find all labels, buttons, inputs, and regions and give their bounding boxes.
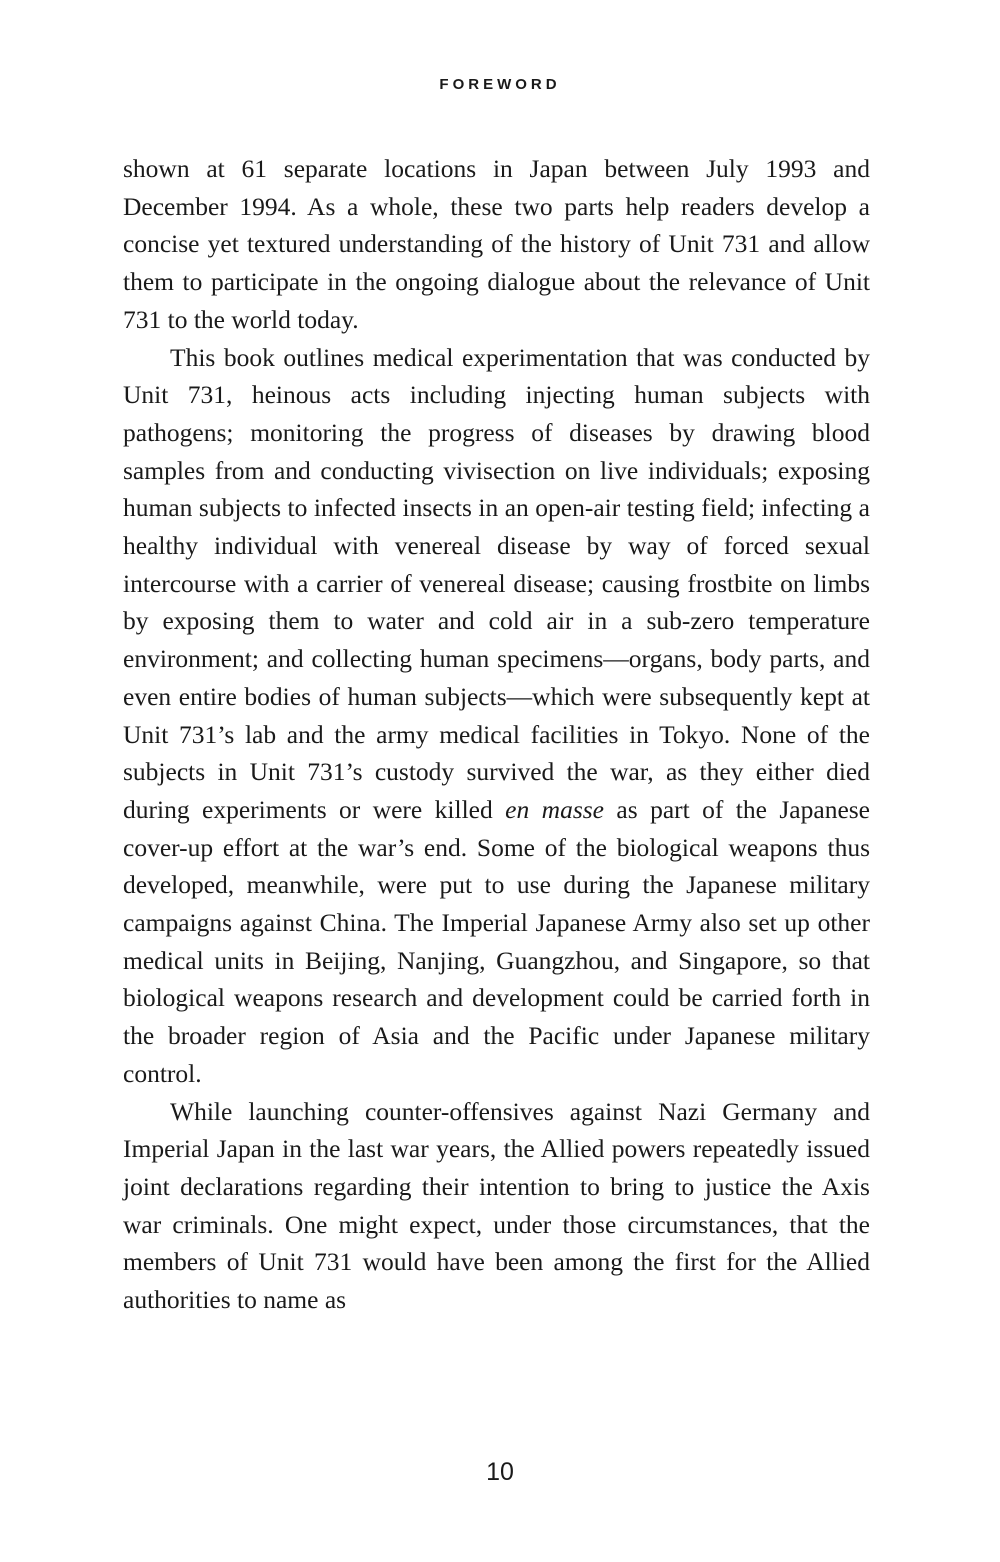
paragraph-text-after-emphasis: as part of the Japanese cover-up effort at the war’s end. Some of the biological weapons thus developed, meanwhile, were put to use during the Japanese military campaigns against China. The Imperial Japanese Army also set up other medical units in Beijing, Nanjing, Guangzhou, and Singapore, so that biological weapons research and development could be carried forth in the broader region of Asia and the Pacific under Japanese military control. <box>123 794 871 1088</box>
paragraph-continuation: shown at 61 separate locations in Japan between July 1993 and December 1994. As a whole, these two parts help readers develop a concise yet textured understanding of the history of Unit 731 and allow them to participate in the ongoing dialogue about the relevance of Unit 731 to the world today. <box>123 154 870 334</box>
page-number: 10 <box>486 1458 514 1486</box>
running-header-title: FOREWORD <box>439 76 561 93</box>
emphasis-en-masse: en masse <box>505 794 604 824</box>
paragraph-medical-experimentation <box>123 339 870 1093</box>
paragraph-text-before-emphasis: This book outlines medical experimentation that was conducted by Unit 731, heinous acts including injecting human subjects with pathogens; monitoring the progress of diseases by drawing blood samples from and conducting vivisection on live individuals; exposing human subjects to infected insects in an open-air testing field; infecting a healthy individual with venereal disease by way of forced sexual intercourse with a carrier of venereal disease; causing frostbite on limbs by exposing them to water and cold air in a sub-zero temperature environment; and collecting human specimens—organs, body parts, and even entire bodies of human subjects—which were subsequently kept at Unit 731’s lab and the army medical facilities in Tokyo. None of the subjects in Unit 731’s custody survived the war, as they either died during experiments or were killed <box>123 342 870 824</box>
body-text <box>123 150 870 1319</box>
paragraph-allied-powers: While launching counter-offensives against Nazi Germany and Imperial Japan in the last war years, the Allied powers repeatedly issued joint declarations regarding their intention to bring to justice the Axis war criminals. One might expect, under those circumstances, that the members of Unit 731 would have been among the first for the Allied authorities to name as <box>123 1096 870 1315</box>
